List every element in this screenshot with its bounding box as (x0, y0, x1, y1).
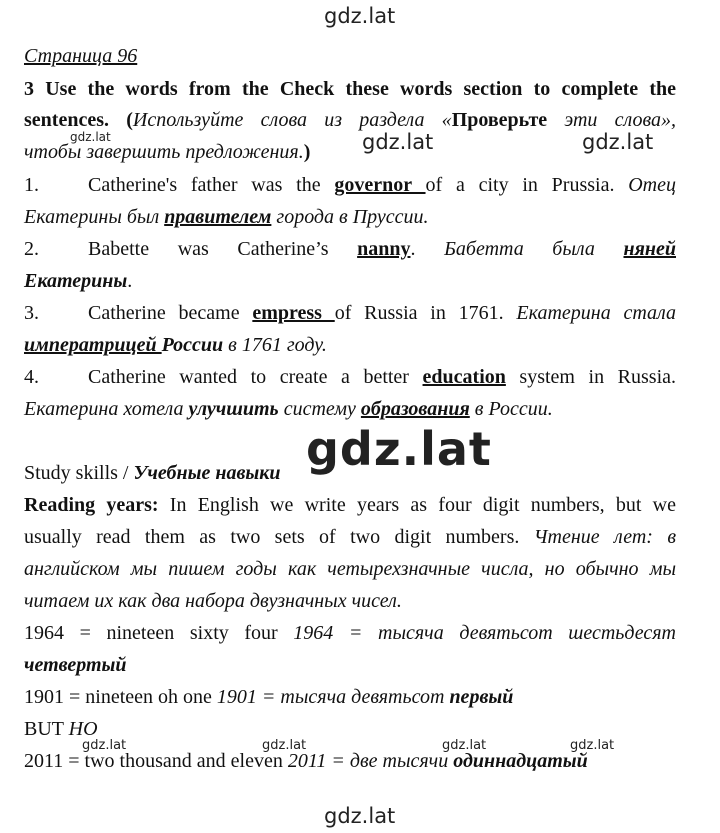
sentence-3-answer: empress (252, 302, 335, 324)
watermark-large: gdz.lat (306, 422, 492, 476)
study-skills-title-en: Study skills / (24, 462, 134, 484)
example-1964-ru-bold: четвертый (24, 654, 127, 676)
study-skills-title (24, 461, 676, 485)
sentence-3-text-a: Catherine became (88, 302, 253, 324)
watermark-bottom-3: gdz.lat (442, 738, 487, 753)
sentence-3-ru-b: России (161, 334, 224, 356)
sentence-4-ru-answer: образования (360, 398, 470, 420)
sentence-4-text-b: system in Russia. (505, 366, 677, 388)
sentence-3-ru-c: в 1761 году. (223, 334, 327, 356)
example-2011-ru: 2011 = две тысячи (287, 750, 454, 772)
sentence-1-ru-a: Отец (628, 174, 676, 196)
example-2011-en: 2011 = two thousand and eleven (24, 750, 288, 772)
sentence-4-ru-b: систему (278, 398, 361, 420)
reading-years-text-2: usually read them as two sets of two digit numbers. (24, 526, 534, 548)
sentence-1-ru-b: Екатерины был (24, 206, 165, 228)
sentence-3-ru-answer: императрицей (24, 334, 162, 356)
watermark-footer: gdz.lat (324, 804, 396, 828)
task-heading-line-2 (24, 108, 676, 132)
sentence-2-ru-b: Екатерины (24, 270, 128, 292)
watermark-mid-right: gdz.lat (582, 130, 654, 154)
example-1901-ru-bold: первый (449, 686, 514, 708)
watermark-mid-left: gdz.lat (362, 130, 434, 154)
study-skills-title-ru: Учебные навыки (133, 462, 281, 484)
example-1964-en: 1964 = nineteen sixty four (24, 622, 294, 644)
task-translation-a: Используйте слова из раздела « (132, 109, 452, 131)
task-translation-b: эти слова», (547, 109, 677, 131)
task-translation-bold: Проверьте (451, 109, 548, 131)
sentence-4-number: 4. (24, 366, 39, 388)
sentence-2-text-a: Babette was Catherine’s (88, 238, 358, 260)
watermark-bottom-1: gdz.lat (82, 738, 127, 753)
example-1964-line-2 (24, 653, 676, 677)
but-ru: НО (68, 718, 98, 740)
sentence-1-ru-c: города в Пруссии. (271, 206, 429, 228)
example-1964-ru: 1964 = тысяча девятьсот шестьдесят (293, 622, 676, 644)
example-1901-en: 1901 = nineteen oh one (24, 686, 217, 708)
reading-years-line-2 (24, 525, 676, 549)
watermark-small: gdz.lat (70, 130, 111, 144)
sentence-2-number: 2. (24, 238, 39, 260)
task-paren-open: ( (126, 109, 133, 131)
sentence-3-text-b: of Russia in 1761. (334, 302, 517, 324)
sentence-2-line-2 (24, 269, 676, 293)
reading-years-line-1 (24, 493, 676, 517)
sentence-4-ru-bold1: улучшить (188, 398, 279, 420)
example-2011 (24, 749, 676, 773)
sentence-2-text-b: . (410, 238, 445, 260)
example-1901 (24, 685, 676, 709)
sentence-3-line-2 (24, 333, 676, 357)
sentence-1-number: 1. (24, 174, 39, 196)
sentence-2-ru-c: . (127, 270, 133, 292)
page-label (24, 44, 676, 68)
watermark-bottom-2: gdz.lat (262, 738, 307, 753)
sentence-3-number: 3. (24, 302, 39, 324)
example-1901-ru: 1901 = тысяча девятьсот (216, 686, 450, 708)
reading-years-line-4 (24, 589, 676, 613)
reading-years-ru-2: английском мы пишем годы как четырехзначные числа, но обычно мы (24, 558, 676, 580)
sentence-2-answer: nanny (357, 238, 411, 260)
sentence-4-ru-c: в России. (469, 398, 553, 420)
page-label-text: Страница 96 (24, 45, 138, 67)
sentence-4-answer: education (422, 366, 506, 388)
task-paren-close: ) (303, 141, 311, 163)
watermark-top: gdz.lat (324, 4, 396, 28)
reading-years-line-3 (24, 557, 676, 581)
reading-years-text-1: In English we write years as four digit numbers, but we (158, 494, 676, 516)
but-line (24, 717, 676, 741)
watermark-bottom-4: gdz.lat (570, 738, 615, 753)
sentence-4-ru-a: Екатерина хотела (24, 398, 189, 420)
sentence-2-ru-a: Бабетта была (444, 238, 624, 260)
task-heading-line-1 (24, 77, 676, 101)
reading-years-label: Reading years: (24, 494, 159, 516)
reading-years-ru-1: Чтение лет: в (533, 526, 677, 548)
sentence-1-answer: governor (334, 174, 426, 196)
sentence-3-line-1 (24, 301, 676, 325)
reading-years-ru-3: читаем их как два набора двузначных чисел. (24, 590, 402, 612)
sentence-4-line-1 (24, 365, 676, 389)
sentence-4-text-a: Catherine wanted to create a better (88, 366, 423, 388)
sentence-4-line-2 (24, 397, 676, 421)
task-translation-c: чтобы завершить предложения. (24, 141, 304, 163)
sentence-1-text-b: of a city in Prussia. (425, 174, 629, 196)
sentence-2-line-1 (24, 237, 676, 261)
example-1964-line-1 (24, 621, 676, 645)
sentence-3-ru-a: Екатерина стала (516, 302, 676, 324)
task-heading-part1: 3 Use the words from the Check these words section to complete the (24, 78, 676, 100)
example-2011-ru-bold: одиннадцатый (453, 750, 588, 772)
sentence-1-line-2 (24, 205, 676, 229)
but-en: BUT (24, 718, 69, 740)
sentence-1-text-a: Catherine's father was the (88, 174, 335, 196)
sentence-2-ru-answer: няней (623, 238, 676, 260)
task-heading-part2: sentences. (24, 109, 109, 131)
sentence-1-ru-answer: правителем (164, 206, 272, 228)
sentence-1-line-1 (24, 173, 676, 197)
task-heading-line-3 (24, 140, 676, 164)
